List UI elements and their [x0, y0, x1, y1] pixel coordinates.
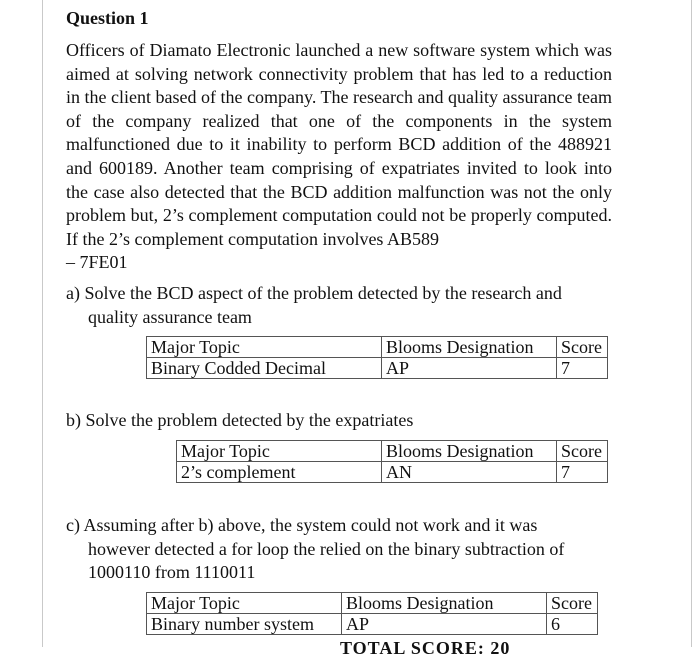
part-b-line-1: b) Solve the problem detected by the expatriates [66, 410, 414, 430]
intro-paragraph: Officers of Diamato Electronic launched a new software system which was aimed at solving network connectivity problem that has led to a reduction in the client based of the company. The research and quality assurance team of the company realized that one of the components in the system malfunctioned due to it inability to perform BCD addition of the 488921 and 600189. Another team comprising of expatriates invited to look into the case also detected that the BCD addition malfunction was not the only problem but, 2’s complement computation could not be properly computed. If the 2’s complement computation involves AB589 [66, 40, 612, 249]
part-c-question [66, 514, 612, 585]
value-blooms-designation: AP [382, 358, 557, 379]
part-a-table [146, 336, 608, 379]
value-score: 7 [557, 358, 608, 379]
part-a-line-2: quality assurance team [88, 306, 252, 327]
part-b-table [176, 440, 608, 483]
part-b-question [66, 409, 612, 433]
part-c-line-1: c) Assuming after b) above, the system could not work and it was [66, 515, 538, 535]
total-score-partial: TOTAL SCORE: 20 [340, 638, 511, 658]
part-c-line-2: however detected a for loop the relied on the binary subtraction of [88, 538, 565, 559]
table-row [147, 337, 608, 358]
table-row [177, 441, 608, 462]
header-score: Score [557, 337, 608, 358]
part-c-line-3: 1000110 from 1110011 [88, 562, 256, 583]
value-blooms-designation: AP [342, 614, 547, 635]
value-score: 6 [547, 614, 598, 635]
header-blooms-designation: Blooms Designation [342, 593, 547, 614]
intro-last-line: – 7FE01 [66, 252, 128, 273]
question-intro [66, 39, 612, 275]
value-blooms-designation: AN [382, 462, 557, 483]
header-score: Score [557, 441, 608, 462]
table-row [147, 614, 598, 635]
table-row [147, 593, 598, 614]
question-heading: Question 1 [66, 8, 149, 28]
value-major-topic: Binary Codded Decimal [147, 358, 382, 379]
table-row [147, 358, 608, 379]
value-major-topic: Binary number system [147, 614, 342, 635]
value-score: 7 [557, 462, 608, 483]
table-row [177, 462, 608, 483]
header-blooms-designation: Blooms Designation [382, 337, 557, 358]
header-major-topic: Major Topic [147, 337, 382, 358]
header-score: Score [547, 593, 598, 614]
part-c-table [146, 592, 598, 635]
part-a-line-1: a) Solve the BCD aspect of the problem detected by the research and [66, 283, 562, 303]
header-major-topic: Major Topic [147, 593, 342, 614]
header-blooms-designation: Blooms Designation [382, 441, 557, 462]
part-a-question [66, 282, 612, 329]
header-major-topic: Major Topic [177, 441, 382, 462]
value-major-topic: 2’s complement [177, 462, 382, 483]
